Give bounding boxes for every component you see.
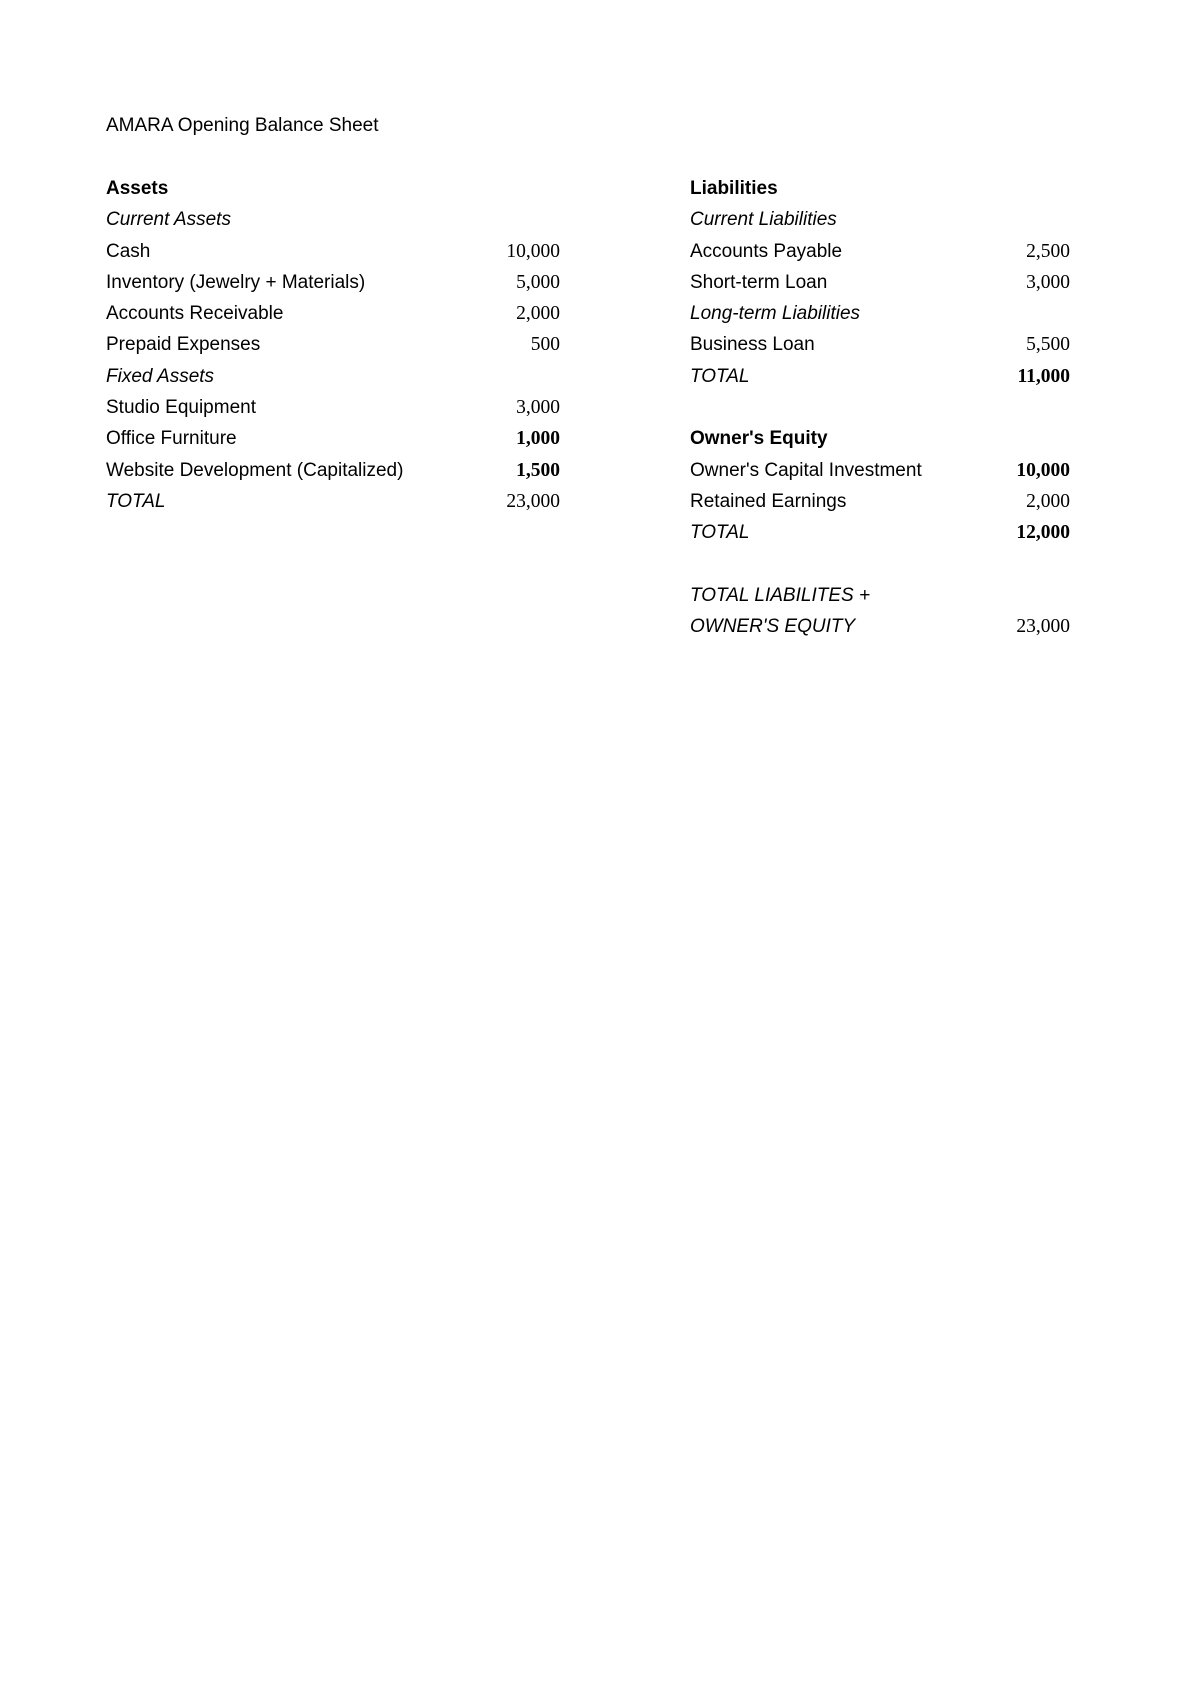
asset-label: Prepaid Expenses	[106, 334, 261, 356]
asset-label: Website Development (Capitalized)	[106, 459, 404, 481]
liabilities-equity-column	[690, 176, 1070, 645]
asset-row-studio-equipment	[106, 395, 560, 426]
liabilities-total-label: TOTAL	[690, 365, 750, 387]
liability-label: Business Loan	[690, 334, 815, 356]
grand-total-label-line1: TOTAL LIABILITES +	[690, 584, 871, 606]
page-title: AMARA Opening Balance Sheet	[106, 115, 379, 136]
asset-amount: 5,000	[516, 271, 560, 293]
current-assets-heading: Current Assets	[106, 209, 231, 231]
asset-amount: 3,000	[516, 397, 560, 419]
long-liabilities-heading-row	[690, 301, 1070, 332]
liability-amount: 3,000	[1026, 271, 1070, 293]
liabilities-total-amount: 11,000	[1017, 365, 1070, 387]
equity-heading-row	[690, 426, 1070, 457]
asset-row-website	[106, 458, 560, 489]
liability-label: Accounts Payable	[690, 240, 843, 262]
liability-row-payable	[690, 239, 1070, 270]
assets-column	[106, 176, 560, 520]
asset-row-prepaid	[106, 332, 560, 363]
asset-amount: 10,000	[506, 240, 560, 262]
liabilities-heading: Liabilities	[690, 178, 778, 199]
equity-heading: Owner's Equity	[690, 428, 828, 450]
grand-total-label-line2: OWNER'S EQUITY	[690, 616, 856, 638]
section-spacer	[690, 552, 1070, 583]
assets-total-amount: 23,000	[506, 490, 560, 512]
liabilities-total-row	[690, 364, 1070, 395]
liability-row-short-loan	[690, 270, 1070, 301]
equity-total-amount: 12,000	[1016, 522, 1070, 544]
asset-amount: 2,000	[516, 303, 560, 325]
assets-heading-row	[106, 176, 560, 207]
liability-amount: 2,500	[1026, 240, 1070, 262]
asset-row-receivable	[106, 301, 560, 332]
grand-total-row	[690, 583, 1070, 646]
current-liabilities-heading: Current Liabilities	[690, 209, 837, 231]
equity-amount: 2,000	[1026, 490, 1070, 512]
liability-row-business-loan	[690, 332, 1070, 363]
fixed-assets-heading-row	[106, 364, 560, 395]
liability-amount: 5,500	[1026, 334, 1070, 356]
equity-row-capital	[690, 458, 1070, 489]
asset-amount: 500	[530, 334, 560, 356]
asset-row-cash	[106, 239, 560, 270]
asset-amount: 1,500	[516, 459, 560, 481]
asset-row-office-furniture	[106, 426, 560, 457]
liability-label: Short-term Loan	[690, 271, 828, 293]
grand-total-amount: 23,000	[1016, 616, 1070, 638]
long-liabilities-heading: Long-term Liabilities	[690, 303, 861, 325]
liabilities-heading-row	[690, 176, 1070, 207]
assets-heading: Assets	[106, 178, 169, 199]
equity-total-label: TOTAL	[690, 522, 750, 544]
fixed-assets-heading: Fixed Assets	[106, 365, 215, 387]
asset-amount: 1,000	[516, 428, 560, 450]
asset-label: Inventory (Jewelry + Materials)	[106, 271, 366, 293]
equity-label: Retained Earnings	[690, 490, 847, 512]
asset-label: Accounts Receivable	[106, 303, 284, 325]
equity-amount: 10,000	[1016, 459, 1070, 481]
assets-total-label: TOTAL	[106, 490, 166, 512]
grand-total-label	[690, 583, 870, 646]
asset-label: Cash	[106, 240, 151, 262]
assets-total-row	[106, 489, 560, 520]
equity-total-row	[690, 520, 1070, 551]
current-liabilities-heading-row	[690, 207, 1070, 238]
asset-label: Studio Equipment	[106, 397, 256, 419]
equity-row-retained	[690, 489, 1070, 520]
current-assets-heading-row	[106, 207, 560, 238]
equity-label: Owner's Capital Investment	[690, 459, 922, 481]
asset-label: Office Furniture	[106, 428, 237, 450]
asset-row-inventory	[106, 270, 560, 301]
section-spacer	[690, 395, 1070, 426]
